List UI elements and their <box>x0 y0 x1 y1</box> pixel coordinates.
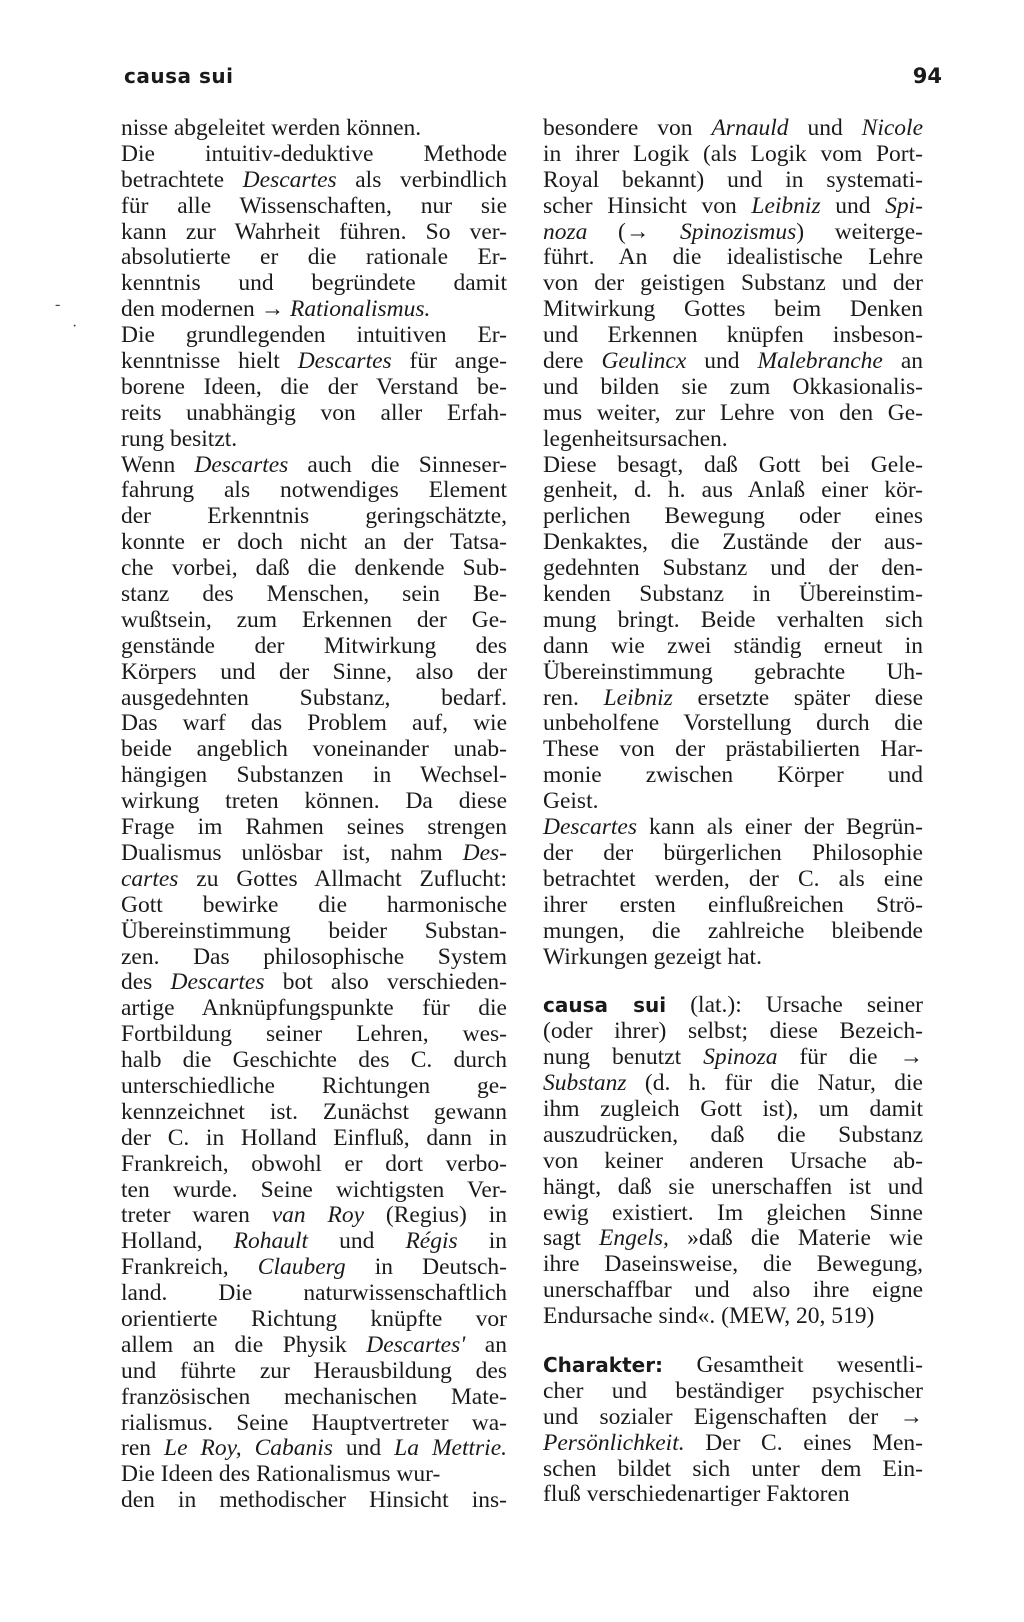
italic-name: van Roy <box>271 1202 365 1229</box>
text-run: Holland, <box>121 1228 234 1255</box>
text-line <box>543 401 923 427</box>
text-line <box>543 194 923 220</box>
text-line <box>543 375 923 401</box>
text-line <box>121 478 507 504</box>
text-line <box>543 789 923 815</box>
text-line <box>543 556 923 582</box>
text-line <box>121 323 507 349</box>
text-line <box>121 556 507 582</box>
text-run: und <box>820 192 886 219</box>
text-line <box>543 478 923 504</box>
text-run: und <box>332 1435 395 1462</box>
text-line <box>121 970 507 996</box>
text-run: zu Gottes Allmacht Zuflucht: <box>178 865 507 892</box>
text-line <box>543 660 923 686</box>
italic-name: Rationalismus. <box>290 296 431 323</box>
entry-spacer <box>543 970 923 993</box>
text-run: Wenn <box>121 451 195 478</box>
text-run: betrachtete <box>121 166 243 193</box>
text-run: Mitwirkung Gottes beim Denken <box>543 296 923 323</box>
text-line <box>121 1307 507 1333</box>
text-line <box>121 763 507 789</box>
text-line <box>121 1488 507 1514</box>
text-line <box>543 582 923 608</box>
italic-name: Leibniz <box>603 684 673 711</box>
italic-name: Régis <box>405 1228 458 1255</box>
text-line <box>543 1175 923 1201</box>
text-run: kenden Substanz in Übereinstim- <box>543 581 923 608</box>
italic-name: Descartes <box>242 166 337 193</box>
text-run: und Erkennen knüpfen insbeson- <box>543 322 923 349</box>
text-line <box>543 297 923 323</box>
text-run: ihre Daseinsweise, die Bewegung, <box>543 1251 923 1278</box>
text-run: (Regius) in <box>364 1202 508 1229</box>
text-run: monie zwischen Körper und <box>543 762 923 789</box>
text-run: Körpers und der Sinne, also der <box>121 658 507 685</box>
text-run: kenntnis und begründete damit <box>121 270 507 297</box>
italic-name: Spinoza <box>703 1044 778 1071</box>
text-run: kennzeichnet ist. Zunächst gewann <box>121 1098 507 1125</box>
text-run: perlichen Bewegung oder eines <box>543 503 923 530</box>
italic-name: Nicole <box>861 115 924 141</box>
text-run: »daß die Materie wie <box>668 1225 924 1252</box>
text-run: von der geistigen Substanz und der <box>543 270 923 297</box>
italic-name: Le Roy, Cabanis <box>164 1435 333 1462</box>
text-line <box>121 660 507 686</box>
italic-name: Spinozismus <box>680 218 797 245</box>
text-run: Die intuitiv-deduktive Methode <box>121 140 507 167</box>
text-line <box>543 1149 923 1175</box>
entry-spacer <box>543 1330 923 1353</box>
text-line <box>543 1045 923 1071</box>
italic-name: Descartes <box>543 814 637 841</box>
margin-dash-mark: - <box>55 296 61 313</box>
text-line <box>121 401 507 427</box>
text-line <box>121 530 507 556</box>
text-line <box>121 1281 507 1307</box>
text-run: (→ <box>587 218 681 245</box>
text-run: hängt, daß sie unerschaffen ist und <box>543 1173 923 1200</box>
text-line <box>543 737 923 763</box>
text-run: kenntnisse hielt <box>121 348 298 375</box>
italic-name: Spi- <box>885 192 923 219</box>
text-run: französischen mechanischen Mate- <box>121 1383 507 1410</box>
text-line <box>121 841 507 867</box>
text-line <box>543 1097 923 1123</box>
text-run: Gesamtheit wesentli- <box>663 1351 923 1378</box>
text-run: ihrer ersten einflußreichen Strö- <box>543 891 923 918</box>
text-run: halb die Geschichte des C. durch <box>121 1047 507 1074</box>
text-run: (lat.): Ursache seiner <box>666 992 924 1019</box>
text-line <box>543 1457 923 1483</box>
text-run: scher Hinsicht von <box>543 192 752 219</box>
text-run: artige Anknüpfungspunkte für die <box>121 995 507 1022</box>
text-run: an <box>465 1331 507 1358</box>
italic-name: Substanz <box>543 1070 627 1097</box>
italic-name: Descartes <box>297 348 392 375</box>
text-line <box>543 867 923 893</box>
text-line <box>121 245 507 271</box>
text-line <box>543 608 923 634</box>
text-line <box>121 116 507 142</box>
text-line <box>543 245 923 271</box>
text-run: borene Ideen, die der Verstand be- <box>121 373 507 400</box>
text-line <box>121 996 507 1022</box>
text-line <box>121 1152 507 1178</box>
italic-name: Malebranche <box>757 348 883 375</box>
text-line <box>543 1278 923 1304</box>
text-run: kann zur Wahrheit führen. So ver- <box>121 218 507 245</box>
right-text-column <box>543 116 923 1508</box>
text-run: für alle Wissenschaften, nur sie <box>121 192 507 219</box>
text-run: Die grundlegenden intuitiven Er- <box>121 322 507 349</box>
text-line <box>543 530 923 556</box>
text-run: Wirkungen gezeigt hat. <box>543 943 762 970</box>
text-line <box>121 1359 507 1385</box>
text-run: unerschaffbar und also ihre eigne <box>543 1277 923 1304</box>
text-line <box>543 919 923 945</box>
text-run: allem an die Physik <box>121 1331 367 1358</box>
text-run: für die → <box>777 1044 923 1071</box>
text-run: dann wie zwei ständig erneut in <box>543 632 923 659</box>
text-line <box>121 867 507 893</box>
text-run: ) weiterge- <box>796 218 923 245</box>
text-line <box>543 220 923 246</box>
text-line <box>121 945 507 971</box>
text-run: Fortbildung seiner Lehren, wes- <box>121 1021 507 1048</box>
text-run: nung benutzt <box>543 1044 704 1071</box>
text-line <box>121 1203 507 1229</box>
text-run: für ange- <box>391 348 507 375</box>
text-run: fluß verschiedenartiger Faktoren <box>543 1481 850 1508</box>
entry-headword: Charakter: <box>543 1352 664 1377</box>
text-line <box>121 168 507 194</box>
text-line <box>121 453 507 479</box>
text-run: auch die Sinneser- <box>288 451 508 478</box>
text-line <box>543 815 923 841</box>
text-run: betrachtet werden, der C. als eine <box>543 865 923 892</box>
text-line <box>543 168 923 194</box>
text-line <box>121 1333 507 1359</box>
text-line <box>121 271 507 297</box>
text-run: der der bürgerlichen Philosophie <box>543 839 923 866</box>
text-line <box>121 220 507 246</box>
text-run: mungen, die zahlreiche bleibende <box>543 917 923 944</box>
text-line <box>121 194 507 220</box>
text-run: den in methodischer Hinsicht ins- <box>121 1487 507 1514</box>
text-run: und bilden sie zum Okkasionalis- <box>543 373 923 400</box>
text-run: Frage im Rahmen seines strengen <box>121 814 507 841</box>
text-run: führt. An die idealistische Lehre <box>543 244 923 271</box>
text-line <box>121 1385 507 1411</box>
text-line <box>543 271 923 297</box>
text-run: (d. h. für die Natur, die <box>626 1070 923 1097</box>
italic-name: La Mettrie. <box>394 1435 508 1462</box>
italic-name: Descartes <box>194 451 289 478</box>
text-run: reits unabhängig von aller Erfah- <box>121 399 507 426</box>
text-line <box>121 686 507 712</box>
text-run: dere <box>543 348 602 375</box>
text-run: ausgedehnten Substanz, bedarf. <box>121 684 507 711</box>
text-run: konnte er doch nicht an der Tatsa- <box>121 529 507 556</box>
text-line <box>121 1229 507 1255</box>
text-run: unterschiedliche Richtungen ge- <box>121 1072 507 1099</box>
text-run: legenheitsursachen. <box>543 425 728 452</box>
text-run: den modernen → <box>121 296 291 323</box>
text-run: mus weiter, zur Lehre von den Ge- <box>543 399 923 426</box>
text-line <box>543 945 923 971</box>
text-line <box>543 1019 923 1045</box>
text-line <box>121 919 507 945</box>
text-run: beide angeblich voneinander unab- <box>121 736 507 763</box>
text-line <box>543 763 923 789</box>
text-line <box>543 1482 923 1508</box>
left-text-column <box>121 116 507 1514</box>
text-line <box>121 427 507 453</box>
text-run: ihm zugleich Gott ist), um damit <box>543 1095 923 1122</box>
italic-name: Des- <box>462 839 507 866</box>
text-line <box>543 1353 923 1379</box>
text-run: Übereinstimmung gebrachte Uh- <box>543 658 923 685</box>
entry-headword: causa sui <box>543 993 667 1018</box>
italic-name: Engels, <box>599 1225 669 1252</box>
text-line <box>543 1201 923 1227</box>
italic-name: Persönlichkeit. <box>543 1429 685 1456</box>
text-line <box>121 815 507 841</box>
text-line <box>121 893 507 919</box>
text-line <box>543 1405 923 1431</box>
text-run: wirkung treten können. Da diese <box>121 788 507 815</box>
text-run: mung bringt. Beide verhalten sich <box>543 606 923 633</box>
italic-name: Clauberg <box>257 1254 346 1281</box>
text-line <box>121 634 507 660</box>
text-run: Frankreich, <box>121 1254 258 1281</box>
italic-name: Geulincx <box>601 348 687 375</box>
text-run: an <box>882 348 923 375</box>
text-line <box>543 993 923 1019</box>
text-run: und <box>308 1228 406 1255</box>
text-run: Das warf das Problem auf, wie <box>121 710 507 737</box>
margin-dot-mark: · <box>72 318 78 335</box>
text-run: nisse abgeleitet werden können. <box>121 115 422 141</box>
text-run: in ihrer Logik (als Logik vom Port- <box>543 140 923 167</box>
text-run: sagt <box>543 1225 600 1252</box>
text-line <box>543 349 923 375</box>
text-run: hängigen Substanzen in Wechsel- <box>121 762 507 789</box>
text-line <box>121 582 507 608</box>
text-line <box>543 634 923 660</box>
text-run: Royal bekannt) und in systemati- <box>543 166 923 193</box>
text-run: wußtsein, zum Erkennen der Ge- <box>121 606 507 633</box>
text-line <box>121 375 507 401</box>
running-head: causa sui <box>124 64 234 88</box>
text-run: treter waren <box>121 1202 272 1229</box>
italic-name: Descartes <box>170 969 265 996</box>
text-run: Endursache sind«. (MEW, 20, 519) <box>543 1303 875 1330</box>
text-run: land. Die naturwissenschaftlich <box>121 1280 507 1307</box>
text-line <box>121 1126 507 1152</box>
text-line <box>543 1304 923 1330</box>
text-run: Die Ideen des Rationalismus wur- <box>121 1461 441 1488</box>
text-line <box>543 427 923 453</box>
text-line <box>543 893 923 919</box>
text-run: in Deutsch- <box>345 1254 507 1281</box>
text-line <box>543 1379 923 1405</box>
text-line <box>543 1226 923 1252</box>
text-run: des <box>121 969 171 996</box>
text-line <box>543 686 923 712</box>
text-line <box>121 711 507 737</box>
text-line <box>543 323 923 349</box>
text-line <box>121 1411 507 1437</box>
text-run: ren <box>121 1435 164 1462</box>
text-run: der Erkenntnis geringschätzte, <box>121 503 507 530</box>
text-run: unbeholfene Vorstellung durch die <box>543 710 923 737</box>
text-run: und <box>788 115 862 141</box>
text-run: ren. <box>543 684 604 711</box>
text-run: stanz des Menschen, sein Be- <box>121 581 507 608</box>
text-run: Denkaktes, die Zustände der aus- <box>543 529 923 556</box>
text-run: rung besitzt. <box>121 425 238 452</box>
text-run: ten wurde. Seine wichtigsten Ver- <box>121 1176 507 1203</box>
text-line <box>121 737 507 763</box>
text-run: che vorbei, daß die denkende Sub- <box>121 555 507 582</box>
text-run: ersetzte später diese <box>672 684 923 711</box>
text-run: rialismus. Seine Hauptvertreter wa- <box>121 1409 507 1436</box>
italic-name: Rohault <box>233 1228 309 1255</box>
text-line <box>121 789 507 815</box>
text-line <box>121 349 507 375</box>
text-line <box>121 1462 507 1488</box>
text-line <box>121 1255 507 1281</box>
text-line <box>543 116 923 142</box>
text-run: Dualismus unlösbar ist, nahm <box>121 839 463 866</box>
text-run: der C. in Holland Einfluß, dann in <box>121 1124 507 1151</box>
text-line <box>543 453 923 479</box>
text-line <box>543 1123 923 1149</box>
text-run: Diese besagt, daß Gott bei Gele- <box>543 451 923 478</box>
text-run: gedehnten Substanz und der den- <box>543 555 923 582</box>
text-run: und führte zur Herausbildung des <box>121 1357 507 1384</box>
italic-name: cartes <box>121 865 179 892</box>
text-line <box>121 142 507 168</box>
text-run: Frankreich, obwohl er dort verbo- <box>121 1150 507 1177</box>
text-line <box>121 297 507 323</box>
text-run: Der C. eines Men- <box>684 1429 923 1456</box>
text-run: Gott bewirke die harmonische <box>121 891 507 918</box>
text-run: als verbindlich <box>336 166 507 193</box>
text-run: und sozialer Eigenschaften der → <box>543 1403 923 1430</box>
text-line <box>543 841 923 867</box>
page-number: 94 <box>912 64 942 88</box>
text-run: Übereinstimmung beider Substan- <box>121 917 507 944</box>
text-run: und <box>686 348 758 375</box>
text-line <box>543 1431 923 1457</box>
text-line <box>121 1436 507 1462</box>
text-line <box>121 504 507 530</box>
text-run: absolutierte er die rationale Er- <box>121 244 507 271</box>
text-run: (oder ihrer) selbst; diese Bezeich- <box>543 1018 923 1045</box>
text-run: orientierte Richtung knüpfte vor <box>121 1305 507 1332</box>
text-line <box>543 142 923 168</box>
italic-name: Arnauld <box>711 115 789 141</box>
text-line <box>543 504 923 530</box>
text-line <box>543 1071 923 1097</box>
text-run: These von der prästabilierten Har- <box>543 736 923 763</box>
text-line <box>543 1252 923 1278</box>
text-run: schen bildet sich unter dem Ein- <box>543 1455 923 1482</box>
text-run: kann als einer der Begrün- <box>636 814 923 841</box>
text-run: genheit, d. h. aus Anlaß einer kör- <box>543 477 923 504</box>
text-run: auszudrücken, daß die Substanz <box>543 1121 923 1148</box>
text-line <box>121 1048 507 1074</box>
text-run: bot also verschieden- <box>264 969 507 996</box>
text-line <box>121 608 507 634</box>
text-line <box>121 1100 507 1126</box>
text-run: Geist. <box>543 788 599 815</box>
italic-name: Descartes' <box>366 1331 466 1358</box>
text-run: genstände der Mitwirkung des <box>121 632 507 659</box>
text-line <box>121 1178 507 1204</box>
text-run: ewig existiert. Im gleichen Sinne <box>543 1199 923 1226</box>
text-run: fahrung als notwendiges Element <box>121 477 507 504</box>
text-run: zen. Das philosophische System <box>121 943 507 970</box>
text-run: besondere von <box>543 115 712 141</box>
italic-name: noza <box>543 218 588 245</box>
text-line <box>121 1074 507 1100</box>
text-line <box>543 711 923 737</box>
text-line <box>121 1022 507 1048</box>
text-run: in <box>457 1228 508 1255</box>
italic-name: Leibniz <box>751 192 821 219</box>
text-run: cher und beständiger psychischer <box>543 1377 923 1404</box>
text-run: von keiner anderen Ursache ab- <box>543 1147 923 1174</box>
